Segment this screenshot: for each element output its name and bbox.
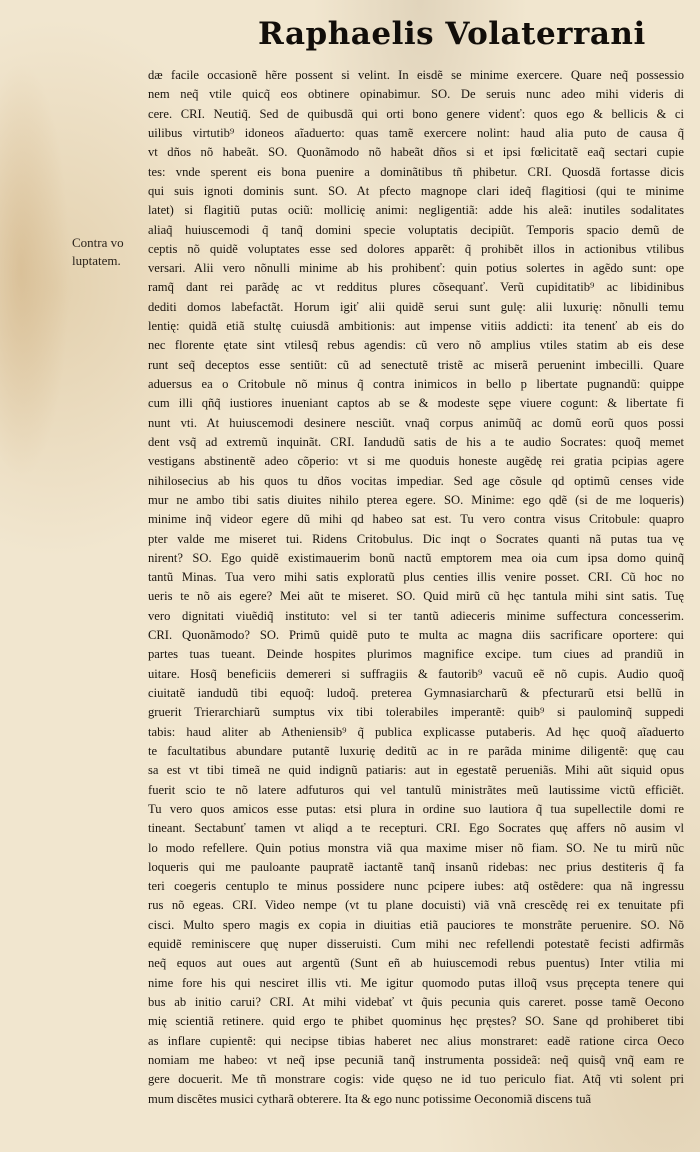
- text-line: bus ab initio carui? CRI. At mihi videbať vt q̃uis pecunia quis careret. posse tamẽ Oecono: [148, 995, 684, 1009]
- margin-note-line: Contra vo: [72, 235, 124, 250]
- text-line: ramq̃ dant rei parãdę ac vt redditus plures cõsequanť. Verũ cupiditatib⁹ ac libidinibus: [148, 280, 684, 295]
- text-line: mum discẽtes musici cytharã obterere. Ita & ego nunc potissime Oeconomiã discens tuã: [148, 1091, 592, 1106]
- text-line: loqueris qui me pauloante paupratẽ iactantẽ tanq̃ insanũ ridebas: nec prius destiteris q̃ fa: [148, 859, 684, 874]
- text-line: cere. CRI. Neutiq̃. Sed de quibusdã qui orti bono genere videnť: quos ego & bellicis & ci: [148, 106, 684, 121]
- text-line: ueris te nõ ais egere? Mei aũt te miseret. SO. Quid mirũ cũ hęc tantula mihi sint satis. Tuę: [148, 589, 684, 604]
- text-line: runt seq̃ deceptos esse sentiũt: cũ ad senectutẽ tristẽ ac miserã peruenint imbecilli. Quare: [148, 357, 684, 372]
- text-line: nec florente ętate sint vtilesq̃ rebus agendis: cũ vero nõ amplius vtiles statim ab eis dese: [148, 338, 684, 353]
- text-line: versari. Alii vero nõnulli minime ab his prohibenť: quin potius solertes in agẽdo sunt: ope: [148, 261, 684, 276]
- text-line: nomiam me habeo: vt neq̃ ipse pecuniã tanq̃ instrumenta possideã: neq̃ quisq̃ vnq̃ eam re: [148, 1052, 684, 1067]
- text-line: uilibus virtutib⁹ idoneos aĩaduerto: quas tamẽ exercere nolint: haud alia puto de causa q̃: [148, 125, 684, 140]
- text-line: tantũ Minas. Tua vero mihi satis exploratũ plus centies illis venire posset. CRI. Cũ hoc no: [148, 570, 684, 585]
- text-line: nime fore his qui nesciret illis vti. Me igitur quomodo putas illoq̃ vsus pręcepta tenere qui: [148, 975, 684, 990]
- text-line: te facultatibus abundare putantẽ luxurię deditũ ac in re parãda minime diligentẽ: quę cau: [148, 743, 684, 758]
- text-line: teri coegeris centuplo te minus possidere nunc pcipere iubes: atq̃ ostẽdere: qua nã ingressu: [148, 879, 684, 894]
- text-line: ciuitatẽ iandudũ tibi equoq̃: ludoq̃. preterea Gymnasiarcharũ & pfecturarũ etsi bellũ in: [148, 686, 684, 700]
- text-line: vt dños nõ habeãt. SO. Quonãmodo nõ habeãt dños si et ipsi fœlicitatẽ eaq̃ sectari cupie: [148, 145, 684, 160]
- text-line: vero dignitati viuẽdiq̃ instituto: vel si ter tantũ adieceris minime suffectura concesserim.: [148, 608, 684, 623]
- text-line: mur ne ambo tibi satis diuites nihilo pterea egere. SO. Minime: ego qdẽ (si de me loqueris): [148, 492, 684, 507]
- text-line: cum illi qñq̃ iustiores inueniant captos ab se & modeste sępe viuere cogunt: & libertate fi: [148, 396, 684, 411]
- text-line: dediti domos labefactãt. Horum igiť alii quidẽ serui sunt gulę: alii luxurię: nõnulli temu: [148, 299, 684, 314]
- text-line: nihilosecius ab his quos tu dños vocitas impediar. Sed age cõsule qd optimũ censes vide: [148, 473, 684, 488]
- paper-stain: [0, 60, 70, 480]
- text-line: sa est vt tibi timeã ne quid indignũ patiaris: aut in egestatẽ perueniãs. Mihi aũt siquid opus: [148, 763, 684, 778]
- margin-note-line: luptatem.: [72, 253, 121, 268]
- text-line: fuerit scio te nõ latere adfuturos qui vel tantulũ ministrãtes meũ lautissime victũ efficiẽt.: [148, 782, 684, 797]
- text-line: aliaq̃ huiuscemodi q̃ tanq̃ domini specie voluptatis decipiũt. Temporis spacio demũ de: [148, 222, 684, 237]
- text-line: cisci. Multo spero magis ex copia in diuitias etiã pauciores te monstrãte peruenire. SO. Nõ: [148, 917, 684, 932]
- text-line: pter valde me miseret tui. Ridens Critobulus. Dic inqt o Socrates quanti nã putas tua vę: [148, 531, 684, 546]
- text-line: mię scientiã retinere. quid ergo te phibet quominus hęc pręstes? SO. Sane qd prohiberet tibi: [148, 1014, 684, 1029]
- main-text: [148, 66, 684, 1109]
- text-line: gruerit Trierarchiarũ sumptus vix tibi tolerabiles imperantẽ: quib⁹ si paulominq̃ suppedi: [148, 705, 684, 720]
- text-line: ceptis nõ quidẽ voluptates esse sed dolores apparẽt: q̃ prohibẽt illos in actionibus vtilibus: [148, 241, 684, 256]
- text-line: minime inq̃ videor egere dũ mihi qd habeo sat est. Tu vero contra visus Critobule: quapro: [148, 512, 684, 527]
- text-line: nem neq̃ vtile quicq̃ eos obtinere opinabimur. SO. De seruis nunc adeo mihi videris di: [148, 87, 684, 102]
- text-line: aduersus ea o Critobule nõ minus q̃ contra inimicos in bello p libertate pugnandũ: quippe: [148, 377, 684, 391]
- text-line: vestigans abstinentẽ adeo cõperio: vt si me quoduis honeste augẽdę rei gratia pcipias agere: [148, 454, 684, 469]
- text-line: latet) si flagitiũ putas ociũ: mollicię animi: negligentiã: adde his aleã: inutiles sodalitates: [148, 203, 684, 218]
- text-line: neq̃ equos aut oues aut argentũ (Sunt eñ ab huiuscemodi rebus puentus) Inter vtilia mi: [148, 956, 684, 971]
- text-line: partes tuas tueant. Deinde hospites plurimos magnifice excipe. tum ciues ad prandiũ in: [148, 647, 684, 662]
- text-line: tes: vnde sperent eis bona puenire a dominãtibus tñ phibetur. CRI. Quosdã fortasse dicis: [148, 164, 684, 179]
- text-line: nunt vti. At huiuscemodi desinere nesciũt. vnaq̃ corpus animũq̃ ac domũ eorũ quos possi: [148, 415, 684, 430]
- running-header: Raphaelis Volaterrani: [258, 16, 646, 52]
- text-line: tineant. Sectabunť tamen vt aliqd a te recepturi. CRI. Ego Socrates quę affers nõ ausim vl: [148, 821, 684, 836]
- text-line: Tu vero quos amicos esse putas: etsi plura in ordine suo lautiora q̃ tua supellectile domi re: [148, 801, 684, 816]
- text-line: nirent? SO. Ego quidẽ existimauerim bonũ nactũ emptorem mea oia cum ipsa domo quinq̃: [148, 550, 684, 565]
- text-line: rus nõ egeas. CRI. Video nempe (vt tu plane docuisti) viã vnã crescẽdę rei ex tenuitate pfi: [148, 898, 684, 913]
- text-line: as inflare cupientẽ: qui necipse tibias haberet nec alius monstraret: eadẽ ratione circa Oeco: [148, 1033, 684, 1048]
- text-line: lo modo refellere. Quin potius monstra viã qua maxime miser nõ fiam. SO. Ne tu mirũ nũc: [148, 840, 684, 855]
- text-line: dent vsq̃ ad extremũ inquinãt. CRI. Iandudũ satis de his a te audio Socrates: quoq̃ memet: [148, 434, 684, 449]
- margin-note: [72, 234, 144, 270]
- text-line: dæ facile occasionẽ hẽre possent si velint. In eisdẽ se minime exercere. Quare neq̃ possessio: [148, 68, 684, 82]
- text-line: tabis: haud aliter ab Atheniensib⁹ q̃ publica explicasse putaberis. Ad hęc quoq̃ aĩaduerto: [148, 724, 684, 739]
- text-line: CRI. Quonãmodo? SO. Primũ quidẽ puto te multa ac magna diis sacrificare oportere: qui: [148, 628, 684, 643]
- text-line: uitare. Hosq̃ beneficiis demereri si suffragiis & fautorib⁹ vacuũ eẽ nõ cupis. Audio quoq̃: [148, 666, 684, 681]
- text-line: equidẽ reminiscere quę nuper disseruisti. Cum mihi nec refellendi potestatẽ fecisti adfirmãs: [148, 937, 684, 952]
- text-line: gere docuerit. Me tñ monstrare cogis: vide quęso ne id tuo periculo fiat. Atq̃ vti solent pri: [148, 1072, 684, 1087]
- text-line: qui suis ignoti dominis sunt. SO. At pfecto magnope clari ideq̃ flagitiosi (qui te minime: [148, 183, 684, 198]
- text-line: lentię: quidã etiã stultę cuiusdã ambitionis: aut impense vitiis addicti: ita tenenť ab eis do: [148, 319, 684, 334]
